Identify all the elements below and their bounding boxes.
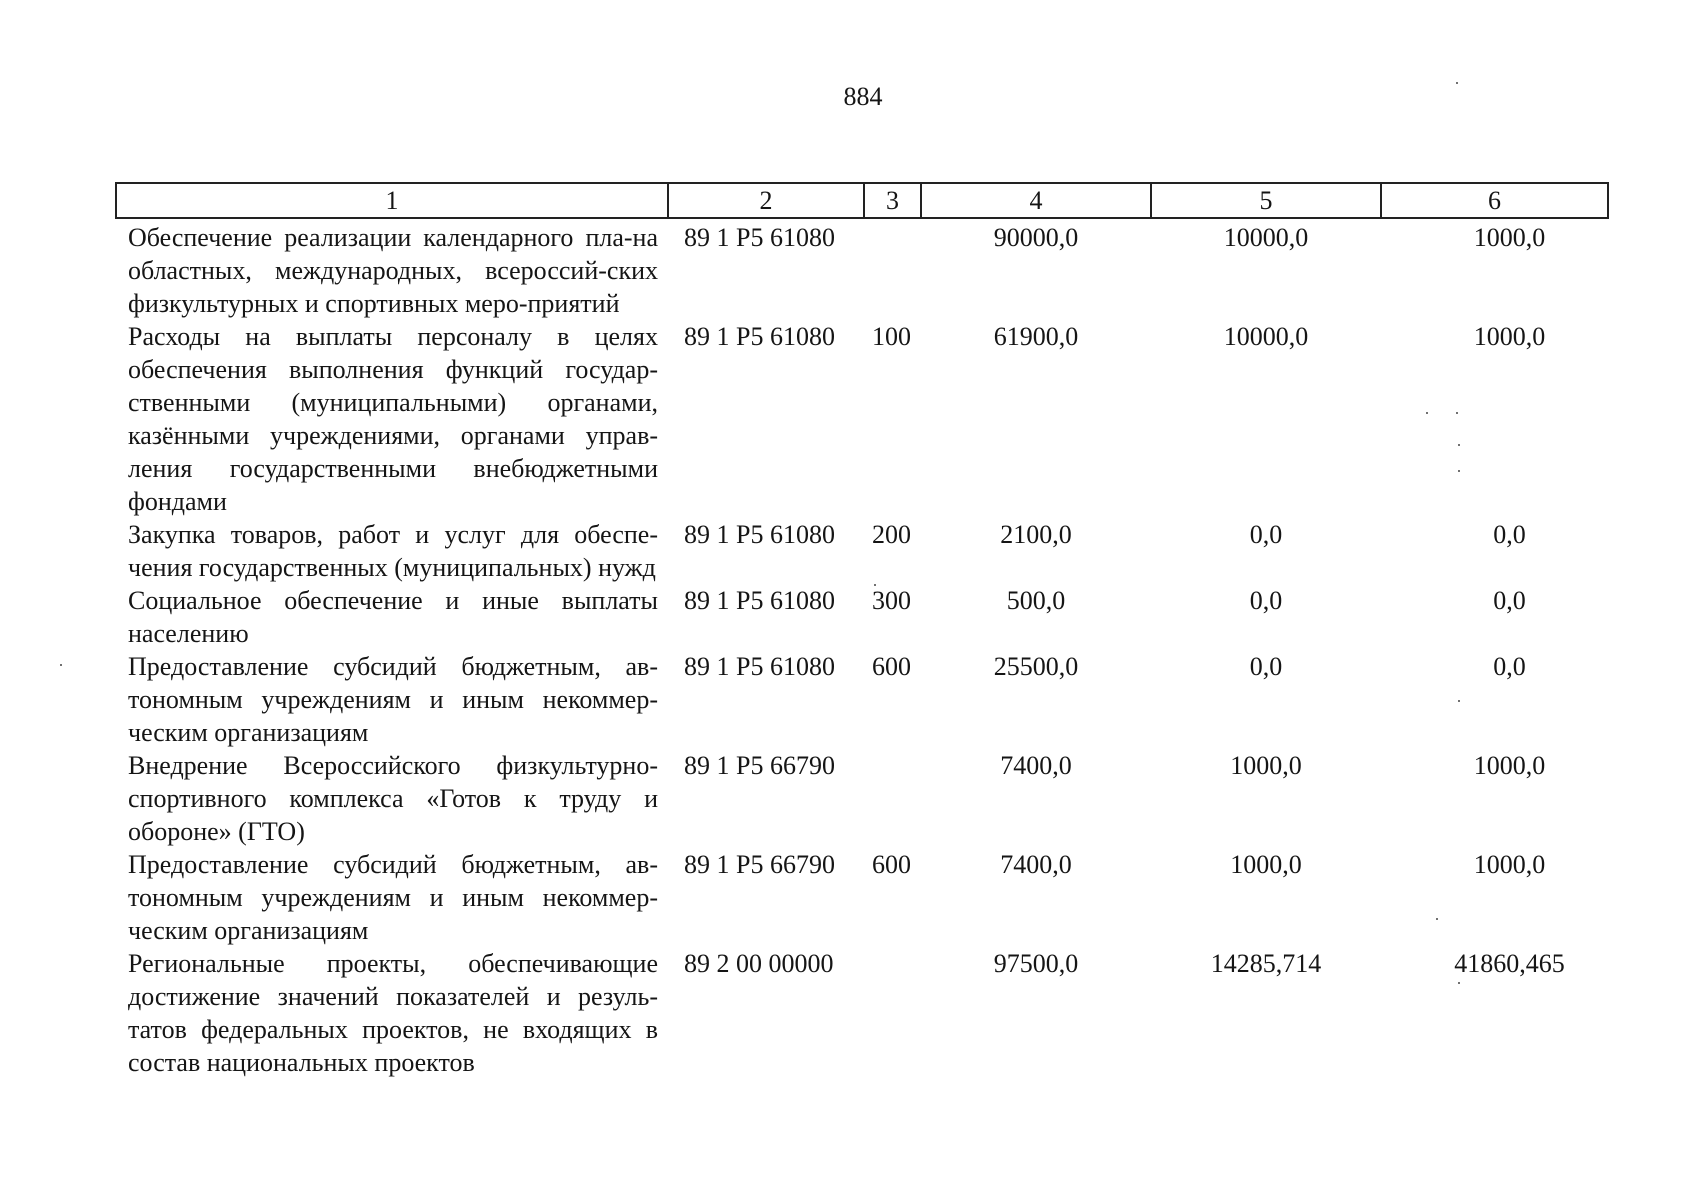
row-value-5: 0,0 [1249, 520, 1283, 549]
row-type: 200 [872, 520, 911, 549]
row-code: 89 1 P5 66790 [684, 751, 835, 780]
row-value-6: 1000,0 [1473, 322, 1546, 351]
table-header [116, 183, 1608, 218]
row-value-6: 41860,465 [1454, 949, 1565, 978]
row-name: Внедрение Всероссийского физкультурно-спортивного комплекса «Готов к труду и обороне» (ГТО) [128, 751, 658, 846]
scan-speck [1458, 470, 1460, 472]
row-value-6: 0,0 [1493, 652, 1526, 681]
page-number: 884 [843, 82, 883, 111]
row-type: 600 [872, 850, 911, 879]
scan-speck [1456, 82, 1458, 84]
row-value-6: 1000,0 [1473, 751, 1546, 780]
scan-speck [1458, 700, 1460, 702]
row-code: 89 1 P5 61080 [684, 223, 835, 252]
row-type: 600 [872, 652, 911, 681]
row-name: Предоставление субсидий бюджетным, ав-тономным учреждениям и иным некоммер-ческим организациям [128, 652, 658, 747]
row-code: 89 1 P5 61080 [684, 322, 835, 351]
row-value-6: 0,0 [1493, 586, 1526, 615]
row-value-4: 97500,0 [993, 949, 1079, 978]
table-row [116, 749, 1608, 848]
row-type [864, 218, 921, 320]
table-row [116, 320, 1608, 518]
row-value-5: 14285,714 [1210, 949, 1322, 978]
row-value-4: 2100,0 [1000, 520, 1072, 549]
header-col-2: 2 [668, 183, 864, 218]
row-type: 100 [872, 322, 911, 351]
row-value-6: 1000,0 [1473, 223, 1546, 252]
row-value-4: 500,0 [1006, 586, 1066, 615]
row-code: 89 1 P5 66790 [684, 850, 835, 879]
header-col-1: 1 [116, 183, 668, 218]
scan-speck [1458, 982, 1460, 984]
row-value-5: 0,0 [1249, 586, 1283, 615]
row-value-5: 1000,0 [1230, 751, 1302, 780]
scan-speck [1436, 918, 1438, 920]
budget-table [115, 182, 1609, 1079]
scan-speck [1458, 444, 1460, 446]
row-value-6: 1000,0 [1473, 850, 1546, 879]
table-row [116, 518, 1608, 584]
scan-speck [60, 664, 62, 666]
row-code: 89 1 P5 61080 [684, 520, 835, 549]
row-type [864, 749, 921, 848]
header-col-4: 4 [921, 183, 1151, 218]
row-name: Предоставление субсидий бюджетным, ав-тономным учреждениям и иным некоммер-ческим организациям [128, 850, 658, 945]
scan-speck [874, 584, 876, 586]
row-name: Расходы на выплаты персоналу в целях обеспечения выполнения функций государ-ственными (муниципальными) органами, казёнными учреждениями, органами управ-ления государственными внебюджетными фондами [128, 322, 658, 516]
row-value-4: 61900,0 [993, 322, 1079, 351]
table-body [116, 218, 1608, 1079]
row-name: Обеспечение реализации календарного пла-на областных, международных, всероссий-ских физкультурных и спортивных меро-приятий [128, 223, 658, 318]
row-value-5: 10000,0 [1223, 322, 1309, 351]
header-col-5: 5 [1151, 183, 1381, 218]
table-row [116, 848, 1608, 947]
header-col-6: 6 [1381, 183, 1608, 218]
row-code: 89 1 P5 61080 [684, 652, 835, 681]
row-name: Региональные проекты, обеспечивающие достижение значений показателей и резуль-татов федеральных проектов, не входящих в состав национальных проектов [128, 949, 658, 1077]
row-value-5: 1000,0 [1230, 850, 1302, 879]
row-value-5: 10000,0 [1223, 223, 1309, 252]
row-name: Социальное обеспечение и иные выплаты населению [128, 586, 658, 648]
header-col-3: 3 [864, 183, 921, 218]
table-row [116, 584, 1608, 650]
row-value-4: 90000,0 [993, 223, 1079, 252]
row-value-4: 25500,0 [993, 652, 1079, 681]
row-name: Закупка товаров, работ и услуг для обеспе-чения государственных (муниципальных) нужд [128, 520, 658, 582]
row-value-4: 7400,0 [1000, 850, 1072, 879]
row-type: 300 [872, 586, 911, 615]
row-code: 89 1 P5 61080 [684, 586, 835, 615]
row-value-5: 0,0 [1249, 652, 1283, 681]
table-row [116, 650, 1608, 749]
row-code: 89 2 00 00000 [684, 949, 834, 978]
row-type [864, 947, 921, 1079]
table-row [116, 218, 1608, 320]
row-value-4: 7400,0 [1000, 751, 1072, 780]
row-value-6: 0,0 [1493, 520, 1526, 549]
scan-speck [1426, 412, 1428, 414]
header-row [116, 183, 1608, 218]
table-row [116, 947, 1608, 1079]
scan-speck [1456, 412, 1458, 414]
